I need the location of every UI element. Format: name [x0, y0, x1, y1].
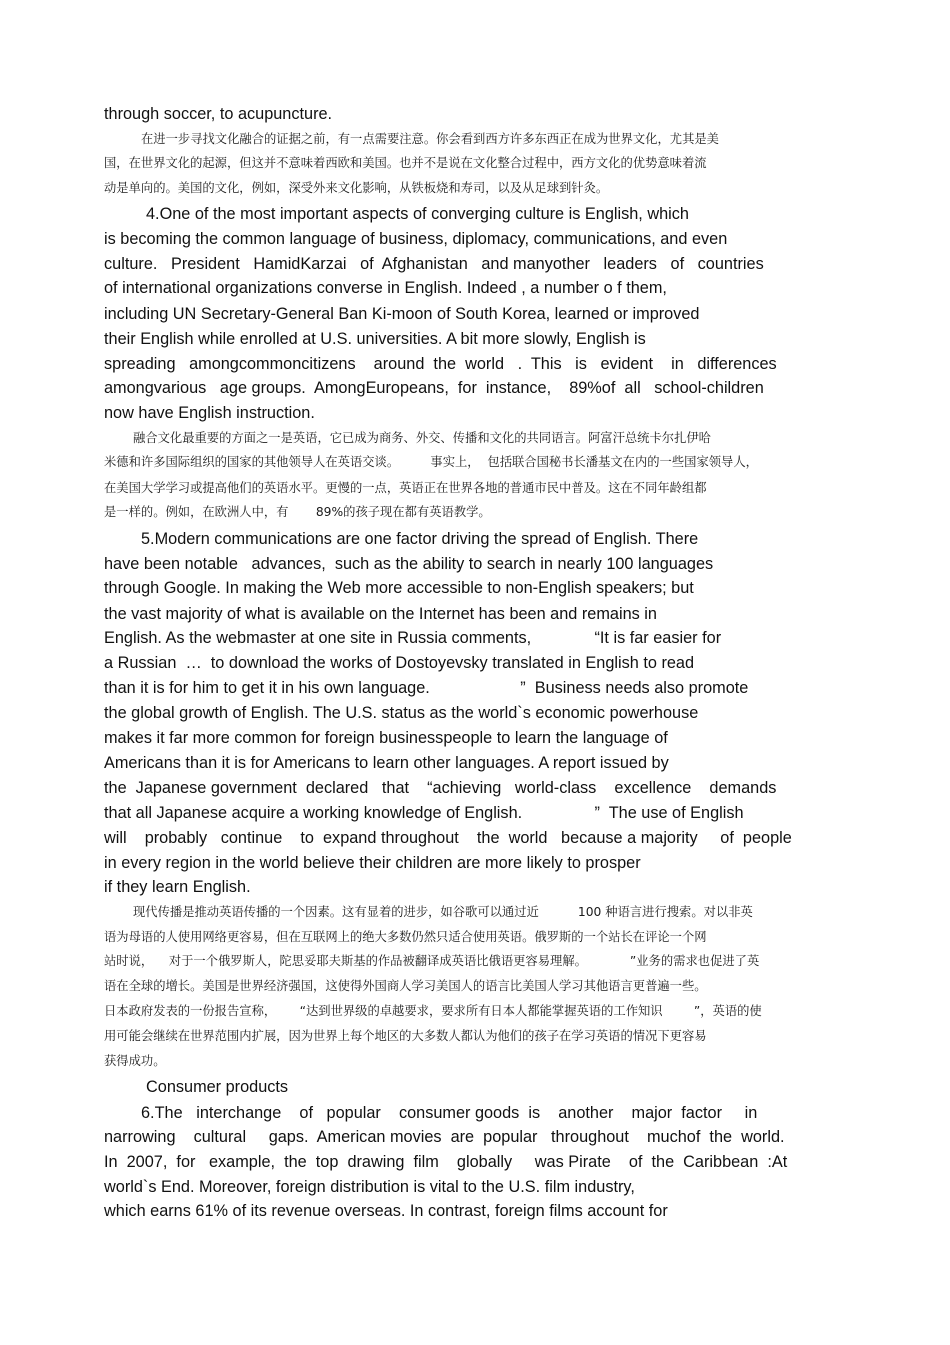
zh-p5-line: 日本政府发表的一份报告宣称， “达到世界级的卓越要求，要求所有日本人都能掌握英语的工作知识 ”，英语的使 — [104, 1004, 762, 1018]
p6-line: world`s End. Moreover, foreign distribution is vital to the U.S. film industry, — [104, 1178, 635, 1196]
p4-line: 4.One of the most important aspects of converging culture is English, which — [146, 205, 689, 223]
zh-p4-line: 米德和许多国际组织的国家的其他领导人在英语交谈。 事实上， 包括联合国秘书长潘基文在内的一些国家领导人， — [104, 455, 758, 469]
zh-p5-line: 用可能会继续在世界范围内扩展，因为世界上每个地区的大多数人都认为他们的孩子在学习英语的情况下更容易 — [104, 1029, 707, 1043]
p4-line: including UN Secretary-General Ban Ki-moon of South Korea, learned or improved — [104, 305, 700, 323]
zh-p5-line: 站时说， 对于一个俄罗斯人，陀思妥耶夫斯基的作品被翻译成英语比俄语更容易理解。 ”业务的需求也促进了英 — [104, 954, 760, 968]
zh-p5-line: 现代传播是推动英语传播的一个因素。这有显着的进步，如谷歌可以通过近 100 种语言进行搜索。对以非英 — [133, 905, 753, 919]
p5-line: than it is for him to get it in his own language. ” Business needs also promote — [104, 679, 749, 697]
p6-line: In 2007, for example, the top drawing film globally was Pirate of the Caribbean :At — [104, 1153, 788, 1171]
zh-p3-line: 动是单向的。美国的文化，例如，深受外来文化影响，从铁板烧和寿司，以及从足球到针灸。 — [104, 181, 609, 195]
p6-line: which earns 61% of its revenue overseas. In contrast, foreign films account for — [104, 1202, 668, 1220]
p5-line: makes it far more common for foreign businesspeople to learn the language of — [104, 729, 668, 747]
p4-line: is becoming the common language of business, diplomacy, communications, and even — [104, 230, 728, 248]
zh-p5-line: 语为母语的人使用网络更容易，但在互联网上的绝大多数仍然只适合使用英语。俄罗斯的一个站长在评论一个网 — [104, 930, 707, 944]
zh-p4-line: 在美国大学学习或提高他们的英语水平。更慢的一点，英语正在世界各地的普通市民中普及。这在不同年龄组都 — [104, 481, 707, 495]
p5-line: 5.Modern communications are one factor driving the spread of English. There — [141, 530, 699, 548]
p5-line: will probably continue to expand throughout the world because a majority of people — [104, 829, 792, 847]
zh-p3-line: 国，在世界文化的起源，但这并不意味着西欧和美国。也并不是说在文化整合过程中，西方文化的优势意味着流 — [104, 156, 707, 170]
p5-line: have been notable advances, such as the ability to search in nearly 100 languages — [104, 555, 714, 573]
p5-line: that all Japanese acquire a working knowledge of English. ” The use of English — [104, 804, 744, 822]
p4-line: their English while enrolled at U.S. universities. A bit more slowly, English is — [104, 330, 646, 348]
p5-line: the vast majority of what is available on the Internet has been and remains in — [104, 605, 657, 623]
zh-p5-line: 获得成功。 — [104, 1054, 166, 1068]
zh-p4-line: 是一样的。例如，在欧洲人中，有 89%的孩子现在都有英语教学。 — [104, 505, 491, 519]
p5-line: the global growth of English. The U.S. status as the world`s economic powerhouse — [104, 704, 699, 722]
zh-p3-line: 在进一步寻找文化融合的证据之前，有一点需要注意。你会看到西方许多东西正在成为世界文化，尤其是美 — [141, 132, 719, 146]
p5-line: Americans than it is for Americans to learn other languages. A report issued by — [104, 754, 669, 772]
p5-line: a Russian … to download the works of Dostoyevsky translated in English to read — [104, 654, 695, 672]
p5-line: English. As the webmaster at one site in Russia comments, “It is far easier for — [104, 629, 722, 647]
p5-line: through Google. In making the Web more accessible to non-English speakers; but — [104, 579, 694, 597]
p6-line: 6.The interchange of popular consumer goods is another major factor in — [141, 1104, 758, 1122]
p4-line: culture. President HamidKarzai of Afghanistan and manyother leaders of countries — [104, 255, 764, 273]
p5-line: the Japanese government declared that “achieving world-class excellence demands — [104, 779, 777, 797]
p4-line: spreading amongcommoncitizens around the world . This is evident in differences — [104, 355, 777, 373]
p5-line: if they learn English. — [104, 878, 251, 896]
section-heading: Consumer products — [146, 1078, 289, 1096]
zh-p5-line: 语在全球的增长。美国是世界经济强国，这使得外国商人学习美国人的语言比美国人学习其他语言更普遍一些。 — [104, 979, 707, 993]
zh-p4-line: 融合文化最重要的方面之一是英语，它已成为商务、外交、传播和文化的共同语言。阿富汗总统卡尔扎伊哈 — [133, 431, 711, 445]
p6-line: narrowing cultural gaps. American movies are popular throughout muchof the world. — [104, 1128, 785, 1146]
p4-line: now have English instruction. — [104, 404, 315, 422]
paragraph-3-end: through soccer, to acupuncture. — [104, 105, 333, 123]
p4-line: of international organizations converse in English. Indeed , a number o f them, — [104, 279, 667, 297]
p5-line: in every region in the world believe their children are more likely to prosper — [104, 854, 641, 872]
p4-line: amongvarious age groups. AmongEuropeans, for instance, 89%of all school-children — [104, 379, 764, 397]
